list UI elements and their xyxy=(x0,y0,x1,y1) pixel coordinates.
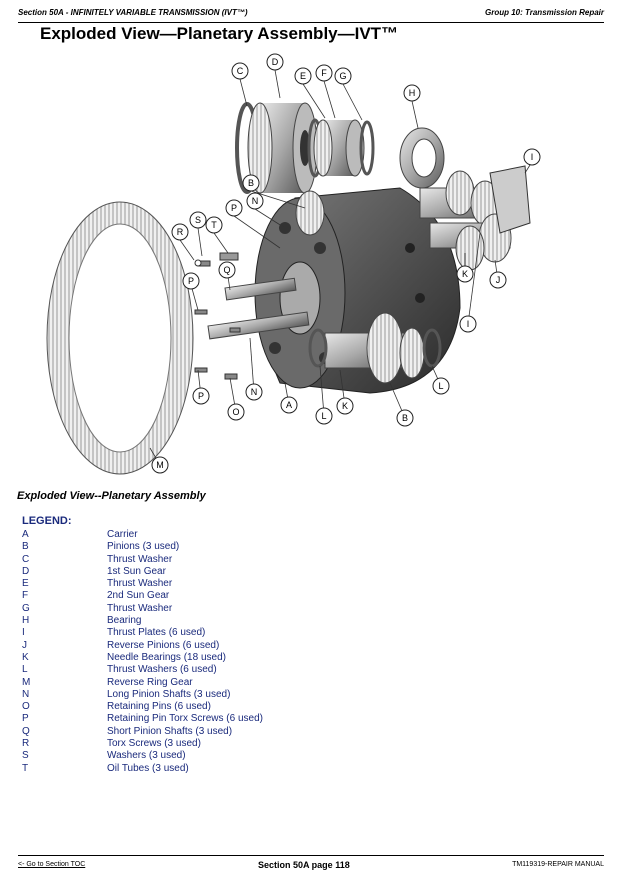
callout-k-lower xyxy=(337,398,353,414)
legend-item xyxy=(22,677,322,689)
legend-value: Thrust Washer xyxy=(107,578,173,590)
legend-item xyxy=(22,529,322,541)
legend-key: R xyxy=(22,738,30,750)
legend-item xyxy=(22,615,322,627)
legend-key: L xyxy=(22,664,28,676)
svg-text:L: L xyxy=(321,411,327,421)
manual-id: TM119319-REPAIR MANUAL xyxy=(512,861,604,868)
svg-text:C: C xyxy=(236,66,244,76)
legend-value: Oil Tubes (3 used) xyxy=(107,762,189,774)
callout-q xyxy=(219,262,235,278)
svg-text:I: I xyxy=(530,152,534,162)
callout-s xyxy=(190,212,206,228)
legend-item xyxy=(22,640,322,652)
legend-key: D xyxy=(22,565,30,577)
svg-text:E: E xyxy=(299,71,307,81)
pinion-gear-upper xyxy=(296,191,324,235)
svg-text:D: D xyxy=(271,57,279,67)
legend-title: LEGEND: xyxy=(22,515,72,527)
legend-key: H xyxy=(22,615,30,627)
svg-text:P: P xyxy=(230,203,238,213)
legend xyxy=(22,515,322,775)
legend-item xyxy=(22,701,322,713)
legend-key: Q xyxy=(22,725,30,737)
legend-key: O xyxy=(22,701,30,713)
legend-value: Retaining Pins (6 used) xyxy=(107,701,211,713)
group-header: Group 10: Transmission Repair xyxy=(485,8,604,17)
callout-n-upper xyxy=(247,193,263,209)
legend-key: C xyxy=(22,553,30,565)
callout-j xyxy=(490,272,506,288)
legend-item xyxy=(22,541,322,553)
legend-item xyxy=(22,726,322,738)
callout-b-lower xyxy=(397,410,413,426)
callout-l-right xyxy=(433,378,449,394)
second-sun-gear xyxy=(314,120,364,176)
legend-value: 1st Sun Gear xyxy=(107,565,166,577)
legend-item xyxy=(22,689,322,701)
legend-key: F xyxy=(22,590,29,602)
svg-text:Q: Q xyxy=(223,265,231,275)
svg-text:T: T xyxy=(211,220,217,230)
legend-value: Long Pinion Shafts (3 used) xyxy=(107,688,231,700)
legend-value: Thrust Washer xyxy=(107,553,173,565)
legend-key: K xyxy=(22,651,29,663)
bearing xyxy=(400,128,444,188)
reverse-ring-gear xyxy=(47,202,193,474)
svg-text:K: K xyxy=(461,269,469,279)
callout-p-lower xyxy=(193,388,209,404)
legend-value: Torx Screws (3 used) xyxy=(107,738,201,750)
callout-i-upper xyxy=(524,149,540,165)
legend-item xyxy=(22,738,322,750)
legend-item xyxy=(22,664,322,676)
legend-value: Thrust Plates (6 used) xyxy=(107,627,206,639)
callout-c xyxy=(232,63,248,79)
legend-key: T xyxy=(22,762,29,774)
exploded-view-figure xyxy=(40,48,580,488)
legend-value: Bearing xyxy=(107,615,142,627)
svg-text:A: A xyxy=(285,400,293,410)
legend-value: Short Pinion Shafts (3 used) xyxy=(107,725,233,737)
callout-b-upper xyxy=(243,175,259,191)
callout-h xyxy=(404,85,420,101)
callout-d xyxy=(267,54,283,70)
callout-p-mid xyxy=(183,273,199,289)
svg-text:J: J xyxy=(495,275,501,285)
legend-value: Needle Bearings (18 used) xyxy=(107,651,226,663)
svg-text:O: O xyxy=(232,407,240,417)
legend-key: P xyxy=(22,713,29,725)
legend-item xyxy=(22,554,322,566)
legend-key: G xyxy=(22,602,30,614)
section-toc-link[interactable]: <- Go to Section TOC xyxy=(18,861,86,868)
callout-r xyxy=(172,224,188,240)
figure-caption: Exploded View--Planetary Assembly xyxy=(17,490,206,502)
svg-text:M: M xyxy=(156,460,164,470)
svg-text:L: L xyxy=(438,381,444,391)
svg-text:P: P xyxy=(187,276,195,286)
legend-value: Thrust Washers (6 used) xyxy=(107,664,217,676)
legend-item xyxy=(22,652,322,664)
legend-key: J xyxy=(22,639,27,651)
callout-k-upper xyxy=(457,266,473,282)
callout-l-lower xyxy=(316,408,332,424)
legend-key: N xyxy=(22,688,30,700)
svg-text:B: B xyxy=(401,413,409,423)
legend-key: A xyxy=(22,529,29,540)
callout-o xyxy=(228,404,244,420)
legend-item xyxy=(22,713,322,725)
header-rule xyxy=(18,22,604,23)
callout-g xyxy=(335,68,351,84)
legend-item xyxy=(22,566,322,578)
exploded-view-illustration xyxy=(40,48,580,488)
callout-e xyxy=(295,68,311,84)
callout-n-lower xyxy=(246,384,262,400)
legend-key: E xyxy=(22,578,29,590)
callout-f xyxy=(316,65,332,81)
callout-a xyxy=(281,397,297,413)
legend-item xyxy=(22,603,322,615)
legend-key: I xyxy=(22,627,25,639)
callout-m xyxy=(152,457,168,473)
svg-text:I: I xyxy=(466,319,470,329)
svg-text:G: G xyxy=(339,71,347,81)
page-title: Exploded View—Planetary Assembly—IVT™ xyxy=(40,24,399,43)
svg-text:N: N xyxy=(251,196,259,206)
svg-text:R: R xyxy=(176,227,184,237)
legend-value: Washers (3 used) xyxy=(107,750,186,762)
legend-value: Carrier xyxy=(107,529,138,540)
page-footer xyxy=(18,855,604,875)
legend-key: S xyxy=(22,750,29,762)
page-header xyxy=(18,6,604,22)
legend-item xyxy=(22,750,322,762)
legend-item xyxy=(22,590,322,602)
svg-text:B: B xyxy=(247,178,255,188)
legend-value: Retaining Pin Torx Screws (6 used) xyxy=(107,713,263,725)
legend-key: B xyxy=(22,541,29,553)
svg-text:N: N xyxy=(250,387,258,397)
svg-text:H: H xyxy=(408,88,416,98)
footer-rule xyxy=(18,855,604,856)
legend-value: 2nd Sun Gear xyxy=(107,590,170,602)
legend-value: Reverse Ring Gear xyxy=(107,676,193,688)
legend-item xyxy=(22,627,322,639)
callout-i-lower xyxy=(460,316,476,332)
legend-value: Reverse Pinions (6 used) xyxy=(107,639,220,651)
svg-text:S: S xyxy=(194,215,202,225)
section-header: Section 50A - INFINITELY VARIABLE TRANSMISSION (IVT™) xyxy=(18,8,248,17)
legend-item xyxy=(22,763,322,775)
page-number: Section 50A page 118 xyxy=(258,860,350,870)
svg-text:P: P xyxy=(197,391,205,401)
svg-text:F: F xyxy=(321,68,327,78)
legend-item xyxy=(22,578,322,590)
legend-value: Thrust Washer xyxy=(107,602,173,614)
callout-p-upper xyxy=(226,200,242,216)
svg-text:K: K xyxy=(341,401,349,411)
legend-key: M xyxy=(22,676,31,688)
legend-value: Pinions (3 used) xyxy=(107,541,180,553)
callout-t xyxy=(206,217,222,233)
